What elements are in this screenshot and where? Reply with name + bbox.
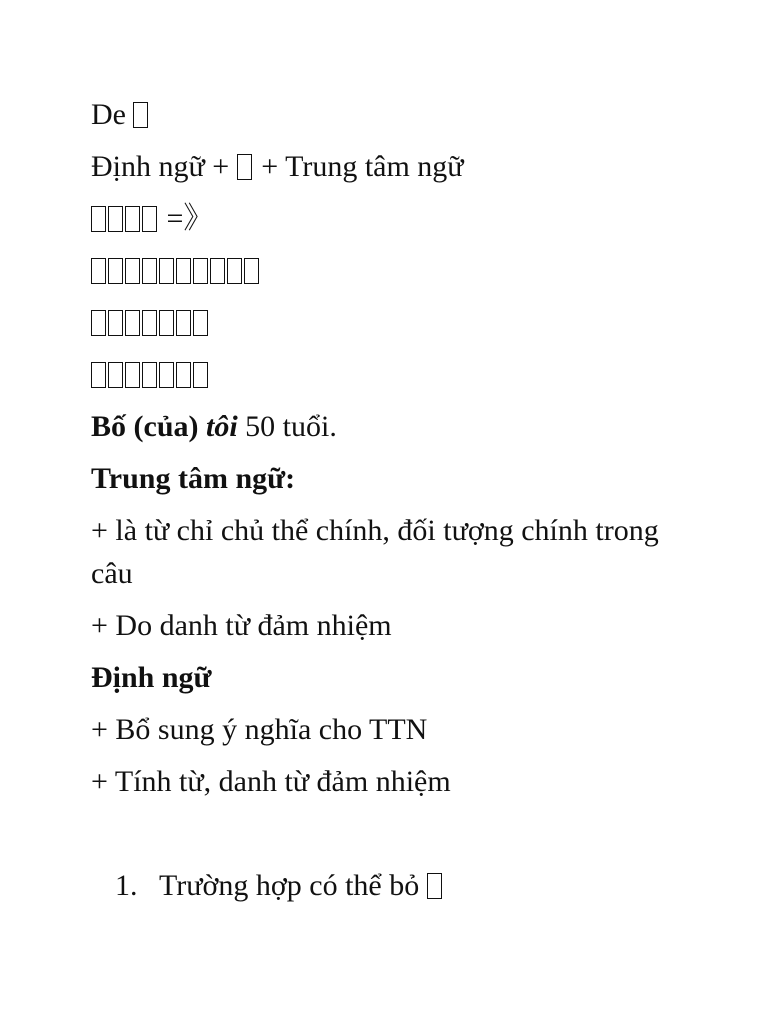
modifier-heading: Định ngữ [91, 661, 212, 694]
list-item-content [159, 864, 444, 907]
missing-glyph-box [125, 362, 140, 388]
missing-glyph-box [133, 102, 148, 128]
missing-glyph-box [176, 310, 191, 336]
missing-glyph-box [176, 258, 191, 284]
missing-glyph-group [91, 353, 210, 396]
missing-glyph-box [91, 362, 106, 388]
chinese-example-line-1 [91, 197, 691, 240]
example-bold-italic: tôi [206, 410, 238, 443]
list-item [91, 864, 691, 907]
formula-right: + Trung tâm ngữ [261, 150, 464, 183]
missing-glyph-box [176, 362, 191, 388]
missing-glyph-box [108, 206, 123, 232]
arrow-text: =》 [166, 202, 214, 235]
missing-glyph-box [427, 873, 442, 899]
missing-glyph-box [142, 310, 157, 336]
missing-glyph-box [91, 206, 106, 232]
missing-glyph-box [142, 362, 157, 388]
missing-glyph-box [210, 258, 225, 284]
missing-glyph-group [91, 197, 159, 240]
blank-paragraph [91, 812, 691, 864]
example-rest: 50 tuổi. [245, 410, 337, 443]
missing-glyph-group [91, 301, 210, 344]
document-page [91, 93, 691, 907]
example-translation [91, 405, 691, 448]
missing-glyph-box [108, 310, 123, 336]
missing-glyph-box [159, 310, 174, 336]
missing-glyph-box [142, 258, 157, 284]
list-item-text: Trường hợp có thể bỏ [159, 869, 420, 902]
missing-glyph-box [159, 362, 174, 388]
missing-glyph-box [125, 206, 140, 232]
chinese-example-line-4 [91, 353, 691, 396]
example-bold: Bố (của) [91, 410, 199, 443]
missing-glyph-box [108, 362, 123, 388]
missing-glyph-box [193, 258, 208, 284]
formula-line [91, 145, 691, 188]
de-line [91, 93, 691, 136]
missing-glyph-box [91, 258, 106, 284]
list-number: 1. [115, 869, 138, 902]
missing-glyph-box [237, 154, 252, 180]
chinese-example-line-3 [91, 301, 691, 344]
missing-glyph-box [125, 310, 140, 336]
missing-glyph-box [108, 258, 123, 284]
missing-glyph-box [193, 310, 208, 336]
missing-glyph-box [159, 258, 174, 284]
center-point-1: + là từ chỉ chủ thể chính, đối tượng chính trong câu [91, 514, 659, 590]
modifier-point-2: + Tính từ, danh từ đảm nhiệm [91, 765, 451, 798]
missing-glyph-box [244, 258, 259, 284]
center-heading: Trung tâm ngữ: [91, 462, 296, 495]
modifier-point-1: + Bổ sung ý nghĩa cho TTN [91, 713, 428, 746]
missing-glyph-box [125, 258, 140, 284]
formula-left: Định ngữ + [91, 150, 230, 183]
missing-glyph-group [91, 249, 261, 292]
missing-glyph-box [91, 310, 106, 336]
missing-glyph-box [227, 258, 242, 284]
center-point-2: + Do danh từ đảm nhiệm [91, 609, 392, 642]
de-text: De [91, 98, 126, 131]
missing-glyph-box [142, 206, 157, 232]
missing-glyph-box [193, 362, 208, 388]
chinese-example-line-2 [91, 249, 691, 292]
